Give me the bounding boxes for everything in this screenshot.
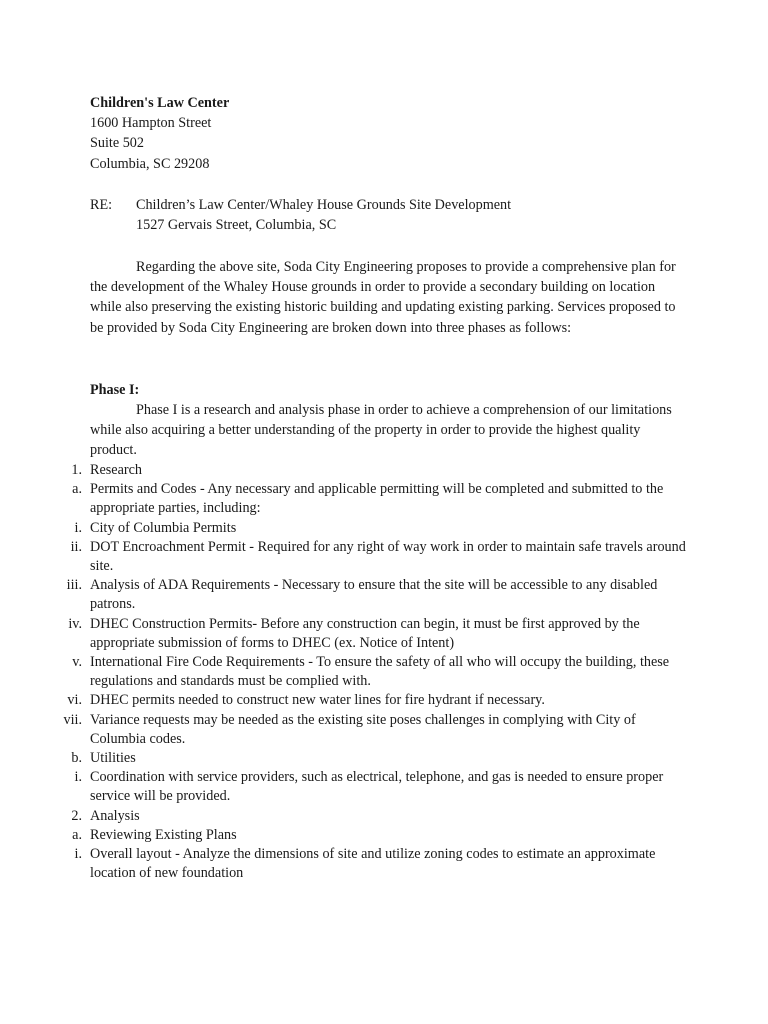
list-item <box>0 826 768 845</box>
addressee-street: 1600 Hampton Street <box>90 115 212 132</box>
list-item-text: DHEC permits needed to construct new water lines for fire hydrant if necessary. <box>90 692 545 709</box>
list-marker: vi. <box>67 692 82 709</box>
addressee-block <box>90 93 690 174</box>
list-item <box>0 615 768 653</box>
list-item-text: Analysis <box>90 807 140 824</box>
list-item-text: International Fire Code Requirements - To ensure the safety of all who will occupy the building, these regulations and standards must be complied with. <box>90 654 670 690</box>
list-marker: a. <box>72 481 82 498</box>
list-item-text: Coordination with service providers, such as electrical, telephone, and gas is needed to ensure proper service will be provided. <box>90 769 664 805</box>
list-marker: 1. <box>71 462 82 478</box>
list-item-text: Permits and Codes - Any necessary and applicable permitting will be completed and submitted to the appropriate parties, including: <box>90 481 664 517</box>
list-item <box>0 711 768 749</box>
list-marker: i. <box>74 769 82 786</box>
list-item <box>0 749 768 768</box>
list-item <box>0 653 768 691</box>
list-item-text: Variance requests may be needed as the existing site poses challenges in complying with City of Columbia codes. <box>90 711 636 747</box>
list-marker: vii. <box>63 711 82 728</box>
phase-1-paragraph: Phase I is a research and analysis phase in order to achieve a comprehension of our limitations while also acquiring a better understanding of the property in order to provide the highest quality product. <box>90 402 672 459</box>
re-line-2: 1527 Gervais Street, Columbia, SC <box>136 217 337 234</box>
list-item <box>0 461 768 480</box>
list-item <box>0 691 768 710</box>
list-item-text: DHEC Construction Permits- Before any construction can begin, it must be first approved by the appropriate submission of forms to DHEC (ex. Notice of Intent) <box>90 615 640 651</box>
list-item-text: DOT Encroachment Permit - Required for any right of way work in order to maintain safe travels around site. <box>90 538 686 575</box>
phase-1-heading: Phase I: <box>90 382 140 398</box>
list-item <box>0 519 768 538</box>
list-item-text: City of Columbia Permits <box>90 519 237 536</box>
list-item-text: Reviewing Existing Plans <box>90 826 237 843</box>
intro-paragraph: Regarding the above site, Soda City Engineering proposes to provide a comprehensive plan for the development of the Whaley House grounds in order to provide a secondary building on location while also preserving the existing historic building and updating existing parking. Services proposed to be provided by Soda City Engineering are broken down into three phases as follows: <box>90 259 676 336</box>
list-marker: b. <box>71 750 82 767</box>
addressee-name: Children's Law Center <box>90 95 230 111</box>
list-item <box>0 845 768 883</box>
list-item <box>0 576 768 614</box>
list-marker: i. <box>74 846 82 863</box>
list-item-text: Analysis of ADA Requirements - Necessary to ensure that the site will be accessible to any disabled patrons. <box>90 577 658 613</box>
addressee-city: Columbia, SC 29208 <box>90 155 210 172</box>
list-item-text: Research <box>90 462 142 478</box>
re-subject <box>136 195 696 235</box>
outline-list <box>0 461 768 883</box>
list-marker: 2. <box>71 807 82 824</box>
addressee-suite: Suite 502 <box>90 135 144 152</box>
list-marker: iv. <box>68 615 82 632</box>
re-label: RE: <box>90 197 113 213</box>
list-marker: i. <box>74 519 82 536</box>
list-item <box>0 480 768 518</box>
re-line-1: Children’s Law Center/Whaley House Grounds Site Development <box>136 197 512 213</box>
list-marker: a. <box>72 826 82 843</box>
list-marker: ii. <box>70 538 82 555</box>
list-marker: v. <box>72 654 82 671</box>
list-item <box>0 807 768 826</box>
list-item <box>0 538 768 576</box>
list-marker: iii. <box>66 577 82 594</box>
list-item-text: Utilities <box>90 750 136 767</box>
list-item <box>0 768 768 806</box>
list-item-text: Overall layout - Analyze the dimensions of site and utilize zoning codes to estimate an approximate location of new foundation <box>90 846 656 882</box>
